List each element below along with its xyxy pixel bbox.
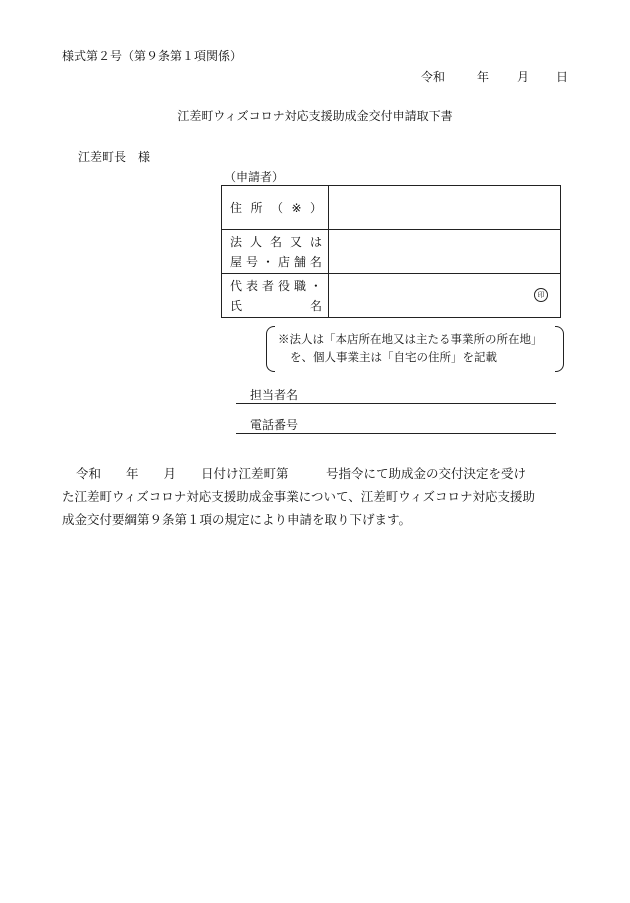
applicant-label: （申請者） [224, 170, 285, 184]
person-in-charge-field[interactable] [236, 389, 556, 404]
person-in-charge-label: 担当者名 [250, 388, 299, 402]
note-bracket-right [555, 326, 564, 372]
address-field[interactable] [329, 186, 561, 230]
seal-mark: 印 [534, 288, 548, 302]
date-day: 日 [556, 70, 569, 84]
withdrawal-statement [62, 462, 582, 531]
representative-field[interactable] [329, 274, 561, 318]
corp-name-field[interactable] [329, 230, 561, 274]
address-note [266, 326, 564, 372]
applicant-table [221, 185, 561, 318]
corp-name-label: 法 人 名 又 は 屋 号 ・ 店 舗 名 [222, 230, 329, 274]
note-line-1: ※法人は「本店所在地又は主たる事業所の所在地」 [278, 332, 543, 346]
representative-label: 代 表 者 役 職 ・ 氏 名 [222, 274, 329, 318]
document-title: 江差町ウィズコロナ対応支援助成金交付申請取下書 [177, 109, 453, 123]
statement-line-2: た江差町ウィズコロナ対応支援助成金事業について、江差町ウィズコロナ対応支援助 [62, 489, 536, 504]
date-month: 月 [517, 70, 530, 84]
note-bracket-left [266, 326, 275, 372]
statement-line-3: 成金交付要綱第９条第１項の規定により申請を取り下げます。 [62, 512, 412, 527]
address-label-text: 住 所 （ ※ ） [230, 200, 322, 215]
address-label [222, 186, 329, 230]
phone-field[interactable] [236, 419, 556, 434]
date-era: 令和 [421, 70, 446, 84]
statement-line-1: 令和 年 月 日付け江差町第 号指令にて助成金の交付決定を受け [76, 466, 527, 481]
address-row [222, 186, 561, 230]
representative-row [222, 274, 561, 318]
addressee: 江差町長 様 [78, 150, 151, 164]
date-year: 年 [477, 70, 490, 84]
note-line-2: を、個人事業主は「自宅の住所」を記載 [290, 350, 497, 364]
corp-name-row [222, 230, 561, 274]
phone-label: 電話番号 [250, 418, 299, 432]
form-number: 様式第２号（第９条第１項関係） [62, 49, 243, 63]
